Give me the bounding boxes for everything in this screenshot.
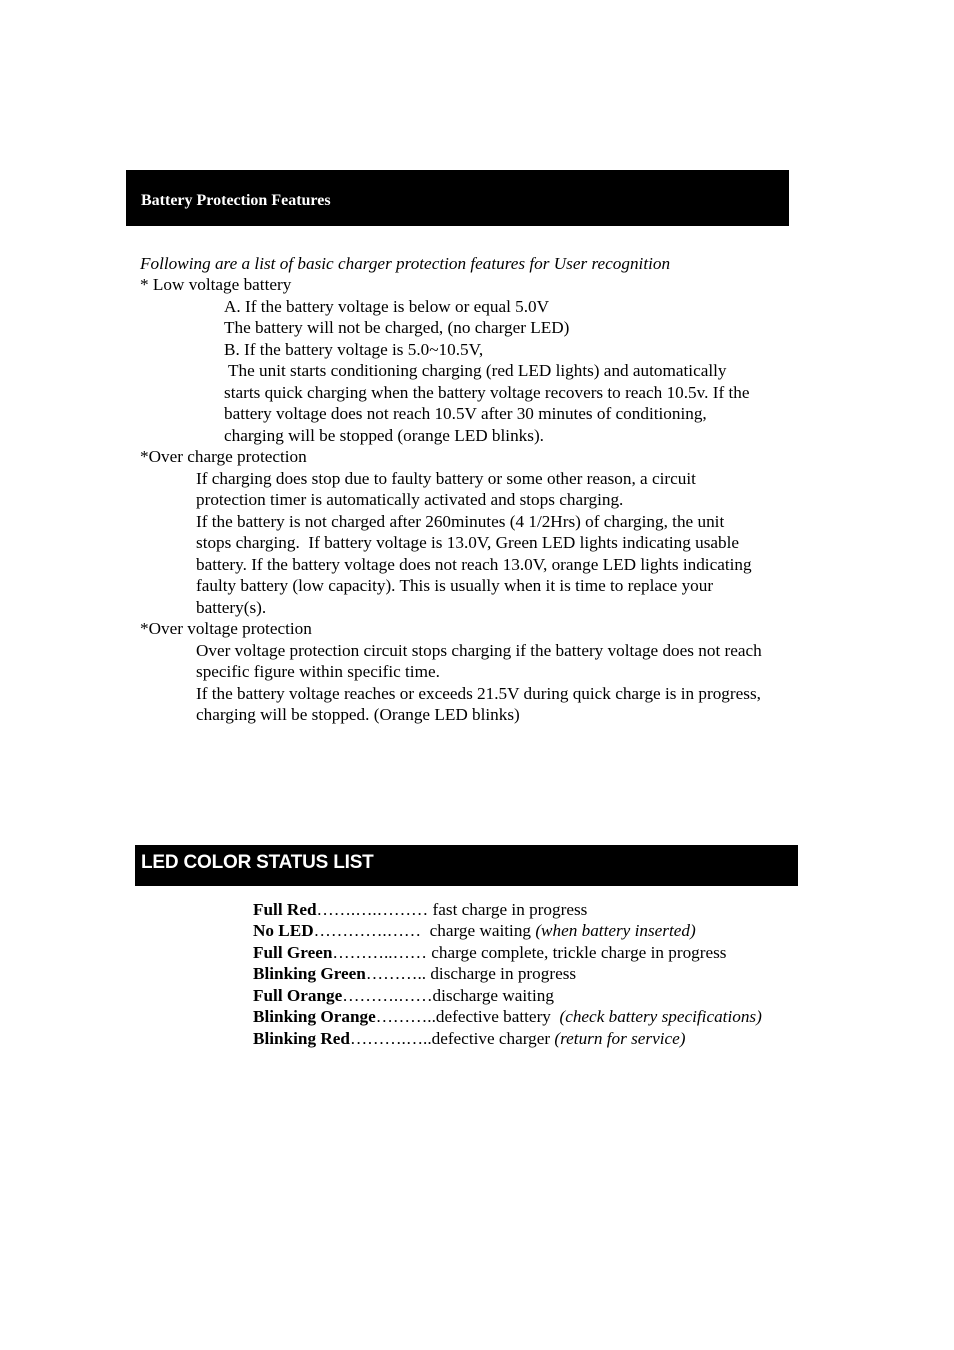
over-voltage-line: If the battery voltage reaches or exceeds 21.5V during quick charge is in progress, xyxy=(196,684,761,703)
led-label: Blinking Green xyxy=(253,964,366,983)
led-description: charge waiting xyxy=(429,921,536,940)
led-label: No LED xyxy=(253,921,314,940)
over-voltage-heading: *Over voltage protection xyxy=(140,619,312,638)
led-label: Full Red xyxy=(253,900,317,919)
led-note: (return for service) xyxy=(554,1029,686,1048)
list-item xyxy=(253,985,554,1007)
over-charge-line: faulty battery (low capacity). This is usually when it is time to replace your xyxy=(196,576,714,595)
led-description: discharge waiting xyxy=(432,986,554,1005)
over-charge-line: If charging does stop due to faulty battery or some other reason, a circuit xyxy=(196,469,696,488)
led-note: (check battery specifications) xyxy=(559,1007,762,1026)
leader-dots: ………….…… xyxy=(313,921,430,940)
led-description: fast charge in progress xyxy=(432,900,588,919)
list-item xyxy=(253,963,576,985)
list-item xyxy=(253,1006,762,1028)
led-note: (when battery inserted) xyxy=(535,921,696,940)
leader-dots: ……….. xyxy=(375,1007,436,1026)
list-item xyxy=(253,942,727,964)
led-label: Full Green xyxy=(253,943,333,962)
list-item xyxy=(253,1028,686,1050)
over-charge-line: battery(s). xyxy=(196,598,267,617)
over-charge-heading: *Over charge protection xyxy=(140,447,307,466)
leader-dots: ……….…… xyxy=(342,986,433,1005)
led-description: defective battery xyxy=(435,1007,560,1026)
over-charge-line: protection timer is automatically activated and stops charging. xyxy=(196,490,624,509)
over-charge-line: If the battery is not charged after 260minutes (4 1/2Hrs) of charging, the unit xyxy=(196,512,725,531)
list-item xyxy=(253,920,696,942)
over-charge-line: stops charging. If battery voltage is 13.0V, Green LED lights indicating usable xyxy=(196,533,740,552)
low-voltage-heading: * Low voltage battery xyxy=(140,275,292,294)
led-description: discharge in progress xyxy=(430,964,577,983)
section-header-led-status xyxy=(135,845,798,886)
low-voltage-line: battery voltage does not reach 10.5V after 30 minutes of conditioning, xyxy=(224,404,707,423)
leader-dots: ………..…… xyxy=(332,943,432,962)
leader-dots: ……….. xyxy=(365,964,431,983)
section-header-battery-protection xyxy=(126,170,789,226)
over-voltage-line: charging will be stopped. (Orange LED blinks) xyxy=(196,705,520,724)
led-description: defective charger xyxy=(431,1029,555,1048)
over-voltage-line: Over voltage protection circuit stops charging if the battery voltage does not reach xyxy=(196,641,762,660)
led-label: Blinking Red xyxy=(253,1029,350,1048)
low-voltage-line: starts quick charging when the battery voltage recovers to reach 10.5v. If the xyxy=(224,383,750,402)
low-voltage-line: B. If the battery voltage is 5.0~10.5V, xyxy=(224,340,484,359)
leader-dots: …….….……… xyxy=(316,900,433,919)
led-description: charge complete, trickle charge in progress xyxy=(431,943,727,962)
leader-dots: ……….….. xyxy=(349,1029,432,1048)
led-label: Blinking Orange xyxy=(253,1007,376,1026)
led-label: Full Orange xyxy=(253,986,343,1005)
low-voltage-line: charging will be stopped (orange LED blinks). xyxy=(224,426,544,445)
low-voltage-line: The unit starts conditioning charging (red LED lights) and automatically xyxy=(224,361,727,380)
low-voltage-line: The battery will not be charged, (no charger LED) xyxy=(224,318,570,337)
list-item xyxy=(253,899,587,921)
over-voltage-line: specific figure within specific time. xyxy=(196,662,440,681)
section-title: Battery Protection Features xyxy=(141,192,331,209)
intro-text: Following are a list of basic charger protection features for User recognition xyxy=(140,254,671,273)
over-charge-line: battery. If the battery voltage does not reach 13.0V, orange LED lights indicating xyxy=(196,555,752,574)
section-title: LED COLOR STATUS LIST xyxy=(141,852,374,873)
low-voltage-line: A. If the battery voltage is below or equal 5.0V xyxy=(224,297,550,316)
